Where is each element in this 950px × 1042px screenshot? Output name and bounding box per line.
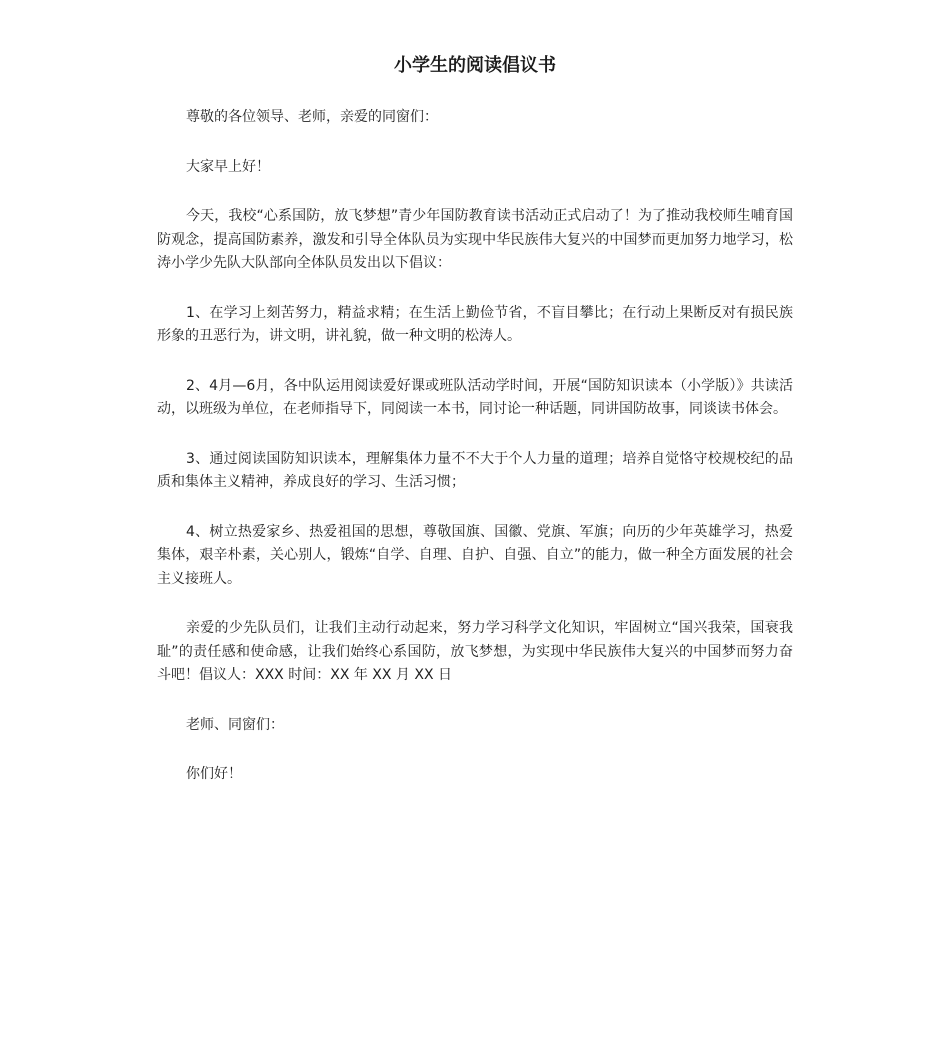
intro-paragraph: 今天，我校“心系国防，放飞梦想”青少年国防教育读书活动正式启动了！为了推动我校师生哺育国防观念，提高国防素养，激发和引导全体队员为实现中华民族伟大复兴的中国梦而更加努力地学习，松涛小学少先队大队部向全体队员发出以下倡议：	[157, 208, 793, 271]
document-title: 小学生的阅读倡议书	[394, 55, 556, 76]
closing-paragraph: 亲爱的少先队员们，让我们主动行动起来，努力学习科学文化知识，牢固树立“国兴我荣，国衰我耻”的责任感和使命感，让我们始终心系国防，放飞梦想，为实现中华民族伟大复兴的中国梦而努力奋斗吧！倡议人：XXX 时间：XX 年 XX 月 XX 日	[157, 620, 793, 683]
salutation-paragraph: 尊敬的各位领导、老师，亲爱的同窗们：	[186, 109, 438, 125]
proposal-item-4: 4、树立热爱家乡、热爱祖国的思想，尊敬国旗、国徽、党旗、军旗；向历的少年英雄学习，热爱集体，艰辛朴素，关心别人，锻炼“自学、自理、自护、自强、自立”的能力，做一种全方面发展的社会主义接班人。	[157, 523, 793, 587]
second-salutation-paragraph: 老师、同窗们：	[186, 716, 284, 733]
proposal-item-1: 1、在学习上刻苦努力，精益求精；在生活上勤俭节省，不盲目攀比；在行动上果断反对有损民族形象的丑恶行为，讲文明，讲礼貌，做一种文明的松涛人。	[157, 304, 793, 344]
proposal-item-3: 3、通过阅读国防知识读本，理解集体力量不不大于个人力量的道理；培养自觉恪守校规校纪的品质和集体主义精神，养成良好的学习、生活习惯；	[157, 450, 793, 490]
document-page	[157, 0, 793, 787]
second-greeting-paragraph: 你们好！	[186, 766, 242, 782]
proposal-item-2: 2、4月—6月，各中队运用阅读爱好课或班队活动学时间，开展“国防知识读本（小学版）》共读活动，以班级为单位，在老师指导下，同阅读一本书，同讨论一种话题，同讲国防故事，同谈读书体会。	[157, 377, 793, 417]
greeting-paragraph: 大家早上好！	[186, 158, 270, 175]
